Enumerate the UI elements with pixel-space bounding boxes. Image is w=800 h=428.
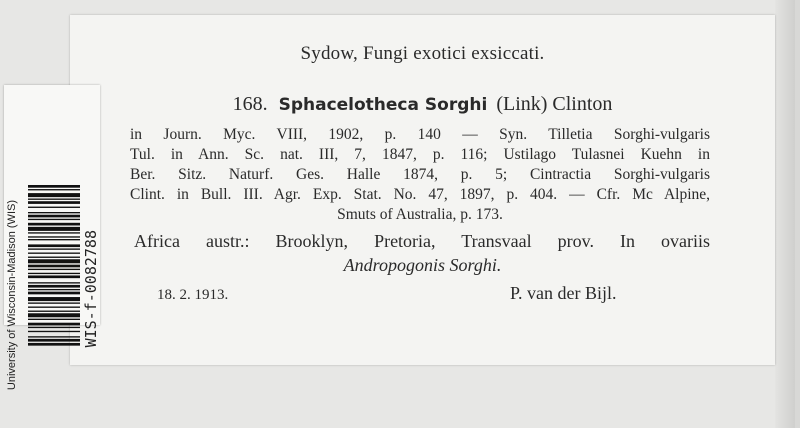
reference-line: in Journ. Myc. VIII, 1902, p. 140 — Syn. Tilletia Sorghi-vulgaris xyxy=(130,126,710,143)
exsiccata-number: 168. xyxy=(232,93,268,115)
institution-name: University of Wisconsin-Madison (WIS) xyxy=(6,200,18,391)
species-name: Sphacelotheca Sorghi xyxy=(278,95,488,115)
species-line xyxy=(70,93,775,116)
reference-line: Clint. in Bull. III. Agr. Exp. Stat. No. 47, 1897, p. 404. — Cfr. Mc Alpine, xyxy=(130,186,710,203)
specimen-label xyxy=(70,15,775,365)
label-header: Sydow, Fungi exotici exsiccati. xyxy=(300,43,545,64)
sheet-edge xyxy=(775,0,795,428)
specimen-id: WIS-f-0082788 xyxy=(82,230,100,348)
reference-line: Ber. Sitz. Naturf. Ges. Halle 1874, p. 5; Cintractia Sorghi-vulgaris xyxy=(130,166,710,183)
reference-line: Smuts of Australia, p. 173. xyxy=(337,206,503,223)
collector: P. van der Bijl. xyxy=(510,283,617,303)
barcode-label xyxy=(4,85,100,391)
host-plant: Andropogonis Sorghi. xyxy=(343,255,502,275)
barcode xyxy=(28,185,80,395)
locality: Africa austr.: Brooklyn, Pretoria, Transvaal prov. In ovariis xyxy=(134,231,710,251)
reference-line: Tul. in Ann. Sc. nat. III, 7, 1847, p. 116; Ustilago Tulasnei Kuehn in xyxy=(130,146,710,163)
species-authority: (Link) Clinton xyxy=(496,93,613,115)
collection-date: 18. 2. 1913. xyxy=(157,287,229,303)
